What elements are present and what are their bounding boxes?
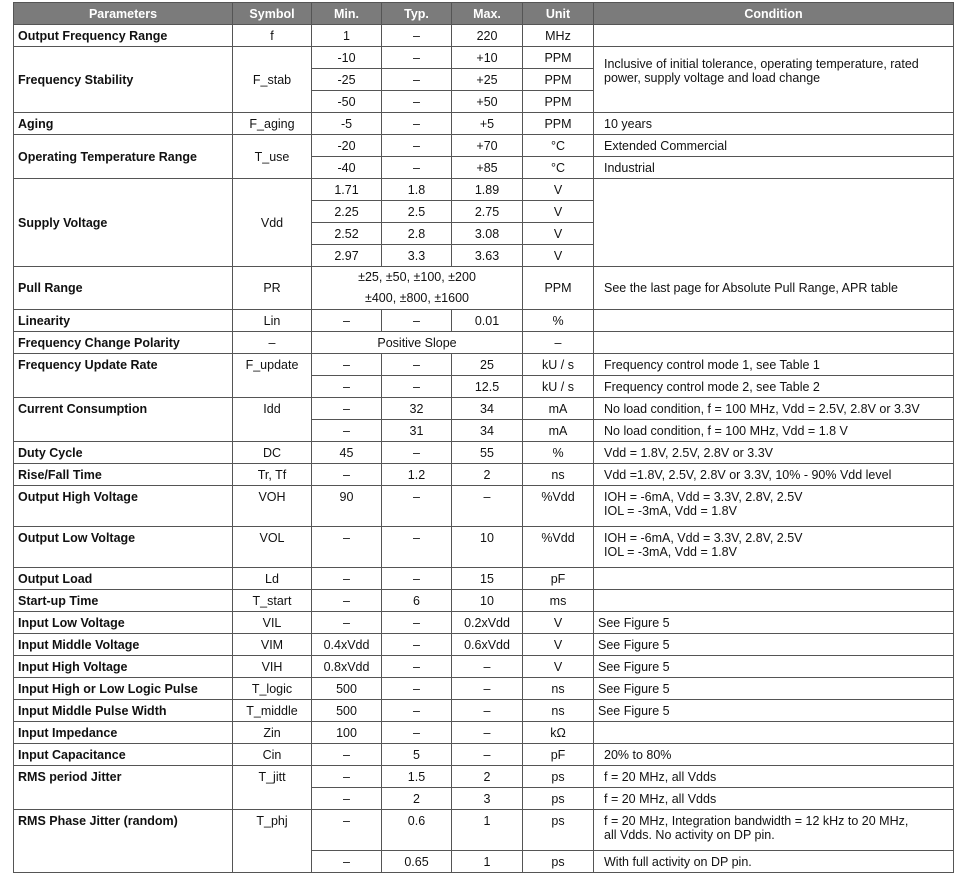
unit-cell: °C [523,135,594,157]
condition-cell [594,527,954,568]
param-cell: Input Middle Pulse Width [14,700,233,722]
min-cell: 500 [312,678,382,700]
condition-cell [594,310,954,332]
max-cell: +10 [452,47,523,69]
max-cell: 1 [452,851,523,873]
header-symbol: Symbol [233,3,312,25]
condition-cell: See Figure 5 [594,656,954,678]
param-cell: Frequency Change Polarity [14,332,233,354]
header-min: Min. [312,3,382,25]
typ-cell: – [382,678,452,700]
symbol-cell: F_aging [233,113,312,135]
unit-cell: V [523,201,594,223]
condition-line-2: IOL = -3mA, Vdd = 1.8V [604,545,737,559]
symbol-cell: T_use [233,135,312,179]
max-cell: 1.89 [452,179,523,201]
condition-cell: No load condition, f = 100 MHz, Vdd = 1.8 V [594,420,954,442]
max-cell: 34 [452,420,523,442]
param-cell: RMS Phase Jitter (random) [14,810,233,873]
unit-cell: kU / s [523,376,594,398]
max-cell: 3.63 [452,245,523,267]
unit-cell: ps [523,851,594,873]
max-cell: 2 [452,766,523,788]
min-cell: – [312,527,382,568]
min-cell: 1.71 [312,179,382,201]
min-cell: – [312,788,382,810]
max-cell: 1 [452,810,523,851]
max-cell: 34 [452,398,523,420]
symbol-cell: Ld [233,568,312,590]
unit-cell: V [523,612,594,634]
typ-cell: – [382,486,452,527]
typ-cell: 6 [382,590,452,612]
condition-cell: Vdd =1.8V, 2.5V, 2.8V or 3.3V, 10% - 90% Vdd level [594,464,954,486]
param-cell: Rise/Fall Time [14,464,233,486]
condition-cell: Industrial [594,157,954,179]
min-cell: 0.4xVdd [312,634,382,656]
condition-cell [594,332,954,354]
table-row [14,568,954,590]
condition-cell [594,810,954,851]
condition-line-2: IOL = -3mA, Vdd = 1.8V [604,504,737,518]
typ-cell: – [382,376,452,398]
symbol-cell: VIH [233,656,312,678]
symbol-cell: Tr, Tf [233,464,312,486]
typ-cell: – [382,656,452,678]
min-cell: 500 [312,700,382,722]
header-parameters: Parameters [14,3,233,25]
symbol-cell: DC [233,442,312,464]
param-cell: Frequency Update Rate [14,354,233,398]
symbol-cell: Vdd [233,179,312,267]
unit-cell: mA [523,420,594,442]
table-row [14,332,954,354]
typ-cell: 5 [382,744,452,766]
unit-cell: ps [523,788,594,810]
max-cell: 2.75 [452,201,523,223]
symbol-cell: Lin [233,310,312,332]
unit-cell: ns [523,678,594,700]
min-cell: – [312,851,382,873]
condition-cell: 10 years [594,113,954,135]
table-row [14,656,954,678]
unit-cell: PPM [523,91,594,113]
max-cell: 3.08 [452,223,523,245]
condition-cell [594,179,954,267]
pull-range-line-1: ±25, ±50, ±100, ±200 [358,270,476,284]
min-cell: 90 [312,486,382,527]
spec-table [13,2,954,873]
max-cell: 55 [452,442,523,464]
header-condition: Condition [594,3,954,25]
max-cell: 25 [452,354,523,376]
unit-cell: V [523,179,594,201]
min-cell: -50 [312,91,382,113]
param-cell: Frequency Stability [14,47,233,113]
min-cell: -5 [312,113,382,135]
condition-cell: With full activity on DP pin. [594,851,954,873]
unit-cell: V [523,245,594,267]
max-cell: – [452,486,523,527]
min-cell: 2.52 [312,223,382,245]
table-row [14,267,954,310]
polarity-value: Positive Slope [312,332,523,354]
table-row [14,442,954,464]
min-cell: – [312,568,382,590]
min-cell: -20 [312,135,382,157]
table-row [14,310,954,332]
unit-cell: mA [523,398,594,420]
condition-cell [594,722,954,744]
min-cell: – [312,590,382,612]
symbol-cell: VIL [233,612,312,634]
min-cell: – [312,398,382,420]
max-cell: 15 [452,568,523,590]
symbol-cell: T_start [233,590,312,612]
table-row [14,722,954,744]
unit-cell: PPM [523,267,594,310]
min-cell: – [312,354,382,376]
max-cell: – [452,656,523,678]
min-cell: – [312,420,382,442]
pull-range-line-2: ±400, ±800, ±1600 [365,291,469,305]
max-cell: +5 [452,113,523,135]
typ-cell: – [382,157,452,179]
unit-cell: ns [523,464,594,486]
max-cell: – [452,744,523,766]
min-cell: 2.97 [312,245,382,267]
header-typ: Typ. [382,3,452,25]
param-cell: Operating Temperature Range [14,135,233,179]
param-cell: RMS period Jitter [14,766,233,810]
param-cell: Input High Voltage [14,656,233,678]
typ-cell: – [382,113,452,135]
param-cell: Input Impedance [14,722,233,744]
table-row [14,527,954,568]
min-cell: – [312,310,382,332]
max-cell: 0.01 [452,310,523,332]
symbol-cell: F_stab [233,47,312,113]
condition-line-2: all Vdds. No activity on DP pin. [604,828,775,842]
min-cell: 100 [312,722,382,744]
condition-line-1: f = 20 MHz, Integration bandwidth = 12 kHz to 20 MHz, [604,814,909,828]
typ-cell: – [382,135,452,157]
min-cell: 2.25 [312,201,382,223]
min-cell: – [312,766,382,788]
unit-cell: V [523,656,594,678]
condition-cell [594,568,954,590]
min-cell: -40 [312,157,382,179]
table-row [14,744,954,766]
unit-cell: pF [523,744,594,766]
table-row [14,612,954,634]
typ-cell: 32 [382,398,452,420]
min-cell: – [312,612,382,634]
symbol-cell: PR [233,267,312,310]
symbol-cell: Zin [233,722,312,744]
typ-cell: – [382,722,452,744]
unit-cell: PPM [523,47,594,69]
unit-cell: MHz [523,25,594,47]
condition-cell: See the last page for Absolute Pull Range, APR table [594,267,954,310]
min-cell: – [312,376,382,398]
symbol-cell: Idd [233,398,312,442]
symbol-cell: – [233,332,312,354]
param-cell: Pull Range [14,267,233,310]
param-cell: Input High or Low Logic Pulse [14,678,233,700]
max-cell: 10 [452,527,523,568]
min-cell: -10 [312,47,382,69]
unit-cell: % [523,442,594,464]
table-row [14,590,954,612]
symbol-cell: F_update [233,354,312,398]
max-cell: 2 [452,464,523,486]
unit-cell: kU / s [523,354,594,376]
unit-cell: PPM [523,113,594,135]
unit-cell: %Vdd [523,486,594,527]
pull-range-values [312,267,523,310]
param-cell: Aging [14,113,233,135]
table-row [14,810,954,851]
table-row [14,486,954,527]
typ-cell: – [382,442,452,464]
min-cell: -25 [312,69,382,91]
max-cell: – [452,722,523,744]
typ-cell: 1.5 [382,766,452,788]
typ-cell: 0.6 [382,810,452,851]
typ-cell: – [382,25,452,47]
max-cell: 220 [452,25,523,47]
min-cell: 45 [312,442,382,464]
typ-cell: 2.8 [382,223,452,245]
param-cell: Supply Voltage [14,179,233,267]
typ-cell: 1.8 [382,179,452,201]
typ-cell: – [382,310,452,332]
unit-cell: ps [523,810,594,851]
condition-cell: See Figure 5 [594,700,954,722]
typ-cell: – [382,612,452,634]
max-cell: – [452,700,523,722]
condition-cell: No load condition, f = 100 MHz, Vdd = 2.5V, 2.8V or 3.3V [594,398,954,420]
min-cell: 0.8xVdd [312,656,382,678]
unit-cell: % [523,310,594,332]
header-max: Max. [452,3,523,25]
unit-cell: ps [523,766,594,788]
condition-cell: See Figure 5 [594,678,954,700]
typ-cell: – [382,47,452,69]
param-cell: Start-up Time [14,590,233,612]
table-row [14,113,954,135]
unit-cell: ns [523,700,594,722]
param-cell: Output High Voltage [14,486,233,527]
typ-cell: – [382,69,452,91]
max-cell: +25 [452,69,523,91]
condition-cell: Extended Commercial [594,135,954,157]
typ-cell: – [382,700,452,722]
table-row [14,766,954,788]
table-row [14,354,954,376]
table-row [14,678,954,700]
condition-cell: 20% to 80% [594,744,954,766]
header-unit: Unit [523,3,594,25]
max-cell: 3 [452,788,523,810]
symbol-cell: VOH [233,486,312,527]
param-cell: Input Capacitance [14,744,233,766]
table-row [14,398,954,420]
condition-cell: Frequency control mode 2, see Table 2 [594,376,954,398]
param-cell: Duty Cycle [14,442,233,464]
typ-cell: – [382,354,452,376]
condition-cell: Inclusive of initial tolerance, operating temperature, rated power, supply voltage and load change [594,47,954,113]
symbol-cell: Cin [233,744,312,766]
table-row [14,47,954,69]
typ-cell: 0.65 [382,851,452,873]
unit-cell: kΩ [523,722,594,744]
unit-cell: %Vdd [523,527,594,568]
condition-cell: See Figure 5 [594,612,954,634]
table-row [14,634,954,656]
max-cell: +85 [452,157,523,179]
table-row [14,179,954,201]
max-cell: 10 [452,590,523,612]
table-row [14,135,954,157]
condition-cell: f = 20 MHz, all Vdds [594,788,954,810]
max-cell: +50 [452,91,523,113]
typ-cell: – [382,91,452,113]
symbol-cell: VIM [233,634,312,656]
param-cell: Input Middle Voltage [14,634,233,656]
table-row [14,700,954,722]
min-cell: – [312,810,382,851]
param-cell: Linearity [14,310,233,332]
typ-cell: – [382,634,452,656]
condition-cell: f = 20 MHz, all Vdds [594,766,954,788]
condition-cell: Vdd = 1.8V, 2.5V, 2.8V or 3.3V [594,442,954,464]
param-cell: Output Low Voltage [14,527,233,568]
condition-line-1: IOH = -6mA, Vdd = 3.3V, 2.8V, 2.5V [604,531,803,545]
condition-cell [594,25,954,47]
symbol-cell: VOL [233,527,312,568]
typ-cell: 2.5 [382,201,452,223]
unit-cell: – [523,332,594,354]
max-cell: 0.6xVdd [452,634,523,656]
unit-cell: pF [523,568,594,590]
unit-cell: PPM [523,69,594,91]
symbol-cell: T_middle [233,700,312,722]
param-cell: Output Frequency Range [14,25,233,47]
max-cell: 0.2xVdd [452,612,523,634]
typ-cell: 1.2 [382,464,452,486]
symbol-cell: T_phj [233,810,312,873]
condition-cell [594,590,954,612]
max-cell: 12.5 [452,376,523,398]
min-cell: 1 [312,25,382,47]
unit-cell: ms [523,590,594,612]
typ-cell: 2 [382,788,452,810]
param-cell: Output Load [14,568,233,590]
min-cell: – [312,464,382,486]
max-cell: – [452,678,523,700]
typ-cell: 31 [382,420,452,442]
header-row [14,3,954,25]
symbol-cell: f [233,25,312,47]
condition-cell: Frequency control mode 1, see Table 1 [594,354,954,376]
table-row [14,25,954,47]
min-cell: – [312,744,382,766]
unit-cell: V [523,634,594,656]
param-cell: Current Consumption [14,398,233,442]
symbol-cell: T_logic [233,678,312,700]
condition-line-1: IOH = -6mA, Vdd = 3.3V, 2.8V, 2.5V [604,490,803,504]
condition-cell: See Figure 5 [594,634,954,656]
max-cell: +70 [452,135,523,157]
unit-cell: V [523,223,594,245]
typ-cell: – [382,527,452,568]
typ-cell: – [382,568,452,590]
condition-cell [594,486,954,527]
symbol-cell: T_jitt [233,766,312,810]
table-row [14,464,954,486]
unit-cell: °C [523,157,594,179]
typ-cell: 3.3 [382,245,452,267]
param-cell: Input Low Voltage [14,612,233,634]
